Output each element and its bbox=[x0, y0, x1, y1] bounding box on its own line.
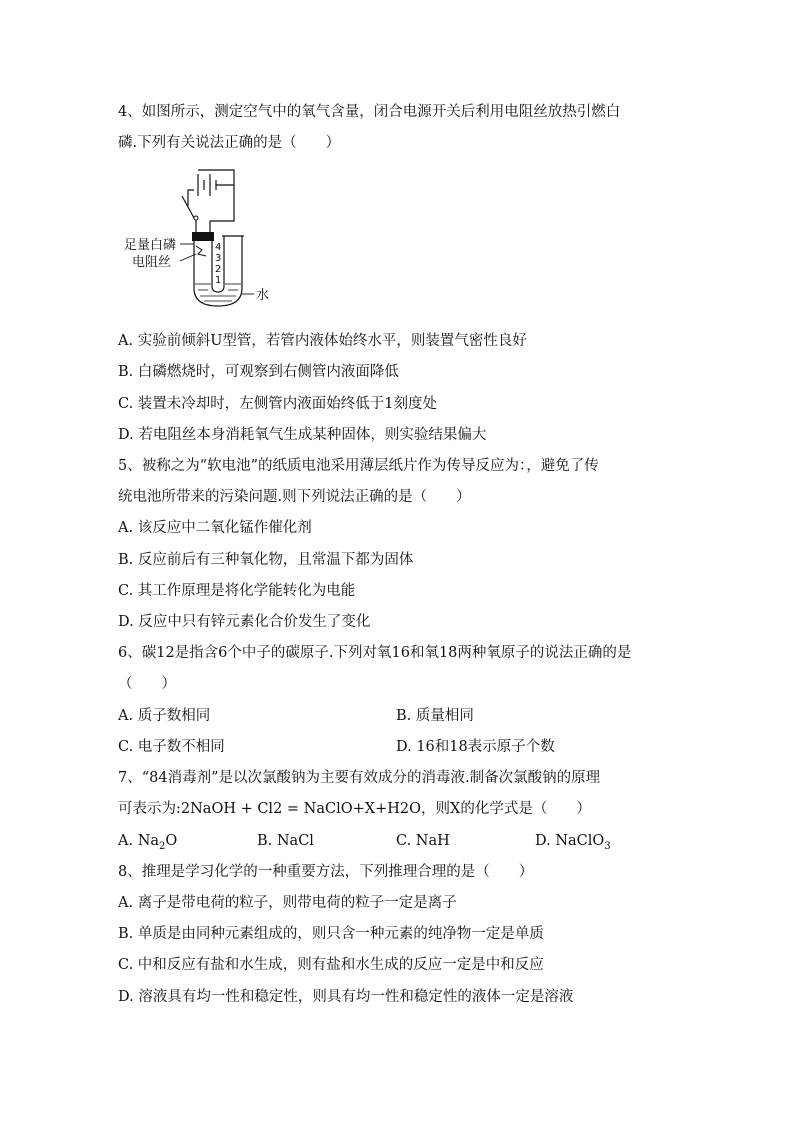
question-5-option-b: B. 反应前后有三种氧化物，且常温下都为固体 bbox=[118, 552, 414, 568]
question-5-option-a: A. 该反应中二氧化锰作催化剂 bbox=[118, 520, 312, 536]
label-white-phosphorus: 足量白磷 bbox=[124, 238, 177, 253]
question-4-option-c: C. 装置未冷却时，左侧管内液面始终低于1刻度处 bbox=[118, 396, 438, 412]
option-d-text: D. NaClO bbox=[535, 833, 605, 849]
question-6-line-1: 6、碳12是指含6个中子的碳原子.下列对氧16和氧18两种氧原子的说法正确的是 bbox=[118, 645, 632, 661]
question-8-option-b: B. 单质是由同种元素组成的，则只含一种元素的纯净物一定是单质 bbox=[118, 926, 544, 942]
scale-mark-3: 3 bbox=[215, 253, 222, 264]
option-a-subscript: 2 bbox=[159, 840, 166, 852]
question-7-option-c: C. NaH bbox=[396, 833, 450, 849]
option-a-tail: O bbox=[165, 833, 178, 849]
scale-mark-2: 2 bbox=[215, 264, 222, 275]
question-4-option-a: A. 实验前倾斜U型管，若管内液体始终水平，则装置气密性良好 bbox=[118, 333, 527, 349]
question-8-line-1: 8、推理是学习化学的一种重要方法，下列推理合理的是（ ） bbox=[118, 864, 534, 880]
question-5-line-1: 5、被称之为“软电池”的纸质电池采用薄层纸片作为传导反应为：，避免了传 bbox=[118, 458, 599, 474]
question-7-option-a bbox=[118, 831, 177, 851]
option-a-text: A. Na bbox=[118, 833, 160, 849]
question-5-line-2: 统电池所带来的污染问题.则下列说法正确的是（ ） bbox=[118, 489, 471, 505]
question-6-option-c: C. 电子数不相同 bbox=[118, 739, 225, 755]
question-4-option-d: D. 若电阻丝本身消耗氧气生成某种固体，则实验结果偏大 bbox=[118, 427, 487, 443]
question-4-line-2: 磷.下列有关说法正确的是（ ） bbox=[118, 135, 341, 151]
question-6-option-b: B. 质量相同 bbox=[396, 708, 474, 724]
scale-mark-1: 1 bbox=[215, 275, 222, 286]
question-8-option-d: D. 溶液具有均一性和稳定性，则具有均一性和稳定性的液体一定是溶液 bbox=[118, 989, 574, 1005]
question-4-option-b: B. 白磷燃烧时，可观察到右侧管内液面降低 bbox=[118, 364, 399, 380]
question-6-option-d: D. 16和18表示原子个数 bbox=[396, 739, 555, 755]
u-tube-apparatus-figure bbox=[118, 166, 288, 316]
option-d-subscript: 3 bbox=[604, 840, 611, 852]
question-7-line-1: 7、“84消毒剂”是以次氯酸钠为主要有效成分的消毒液.制备次氯酸钠的原理 bbox=[118, 770, 601, 786]
question-8-option-a: A. 离子是带电荷的粒子，则带电荷的粒子一定是离子 bbox=[118, 895, 457, 911]
question-5-option-d: D. 反应中只有锌元素化合价发生了变化 bbox=[118, 614, 371, 630]
question-4-line-1: 4、如图所示，测定空气中的氧气含量，闭合电源开关后利用电阻丝放热引燃白 bbox=[118, 104, 621, 120]
label-water: 水 bbox=[256, 288, 270, 303]
label-resistance-wire: 电阻丝 bbox=[132, 255, 172, 270]
question-8-option-c: C. 中和反应有盐和水生成，则有盐和水生成的反应一定是中和反应 bbox=[118, 957, 544, 973]
question-7-option-b: B. NaCl bbox=[257, 833, 314, 849]
scale-mark-4: 4 bbox=[215, 242, 222, 253]
question-7-line-2: 可表示为:2NaOH + Cl2 = NaClO+X+H2O，则X的化学式是（ ） bbox=[118, 801, 591, 817]
question-7-option-d bbox=[535, 831, 611, 851]
question-6-line-2: （ ） bbox=[118, 676, 176, 692]
question-5-option-c: C. 其工作原理是将化学能转化为电能 bbox=[118, 583, 356, 599]
question-6-option-a: A. 质子数相同 bbox=[118, 708, 211, 724]
